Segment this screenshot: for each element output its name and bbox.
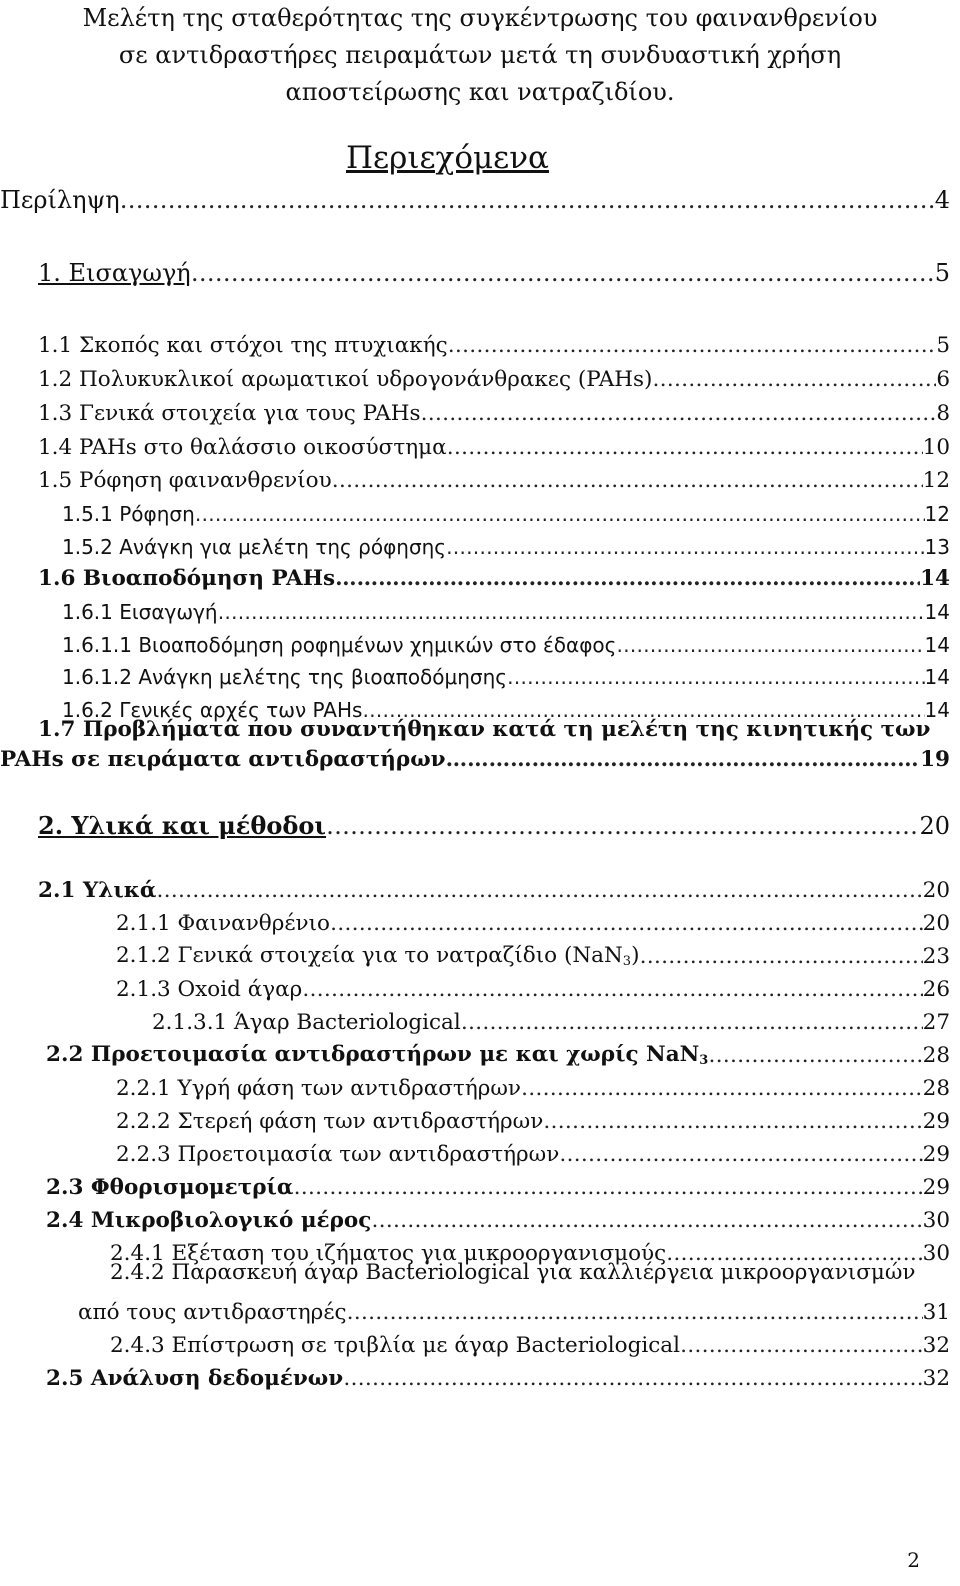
leader-dots <box>343 1366 922 1391</box>
toc-page: 14 <box>924 665 950 689</box>
toc-entry <box>38 808 950 840</box>
toc-label: 2.4 Μικροβιολογικό μέρος <box>46 1208 372 1233</box>
toc-page: 20 <box>919 812 950 840</box>
leader-dots <box>302 977 922 1002</box>
toc-page: 5 <box>936 333 950 358</box>
leader-dots <box>521 1076 923 1101</box>
toc-page: 32 <box>922 1333 950 1358</box>
leader-dots <box>559 1142 922 1167</box>
leader-dots <box>507 665 925 689</box>
toc-page: 4 <box>934 186 950 214</box>
toc-label: 2.2.2 Στερεή φάση των αντιδραστήρων <box>116 1109 544 1134</box>
toc-page: 29 <box>922 1142 950 1167</box>
toc-entry <box>38 559 950 591</box>
toc-label: 1.5.1 Ρόφηση <box>62 502 195 526</box>
toc-page: 20 <box>922 878 950 903</box>
toc-entry <box>62 527 950 559</box>
toc-entry <box>38 360 950 392</box>
toc-label: Περίληψη <box>0 186 120 214</box>
subscript: 3 <box>622 954 632 969</box>
title-line: αποστείρωσης και νατραζιδίου. <box>285 78 675 106</box>
leader-dots <box>332 468 923 493</box>
toc-page: 12 <box>922 468 950 493</box>
leader-dots <box>448 333 937 358</box>
leader-dots <box>461 1010 923 1035</box>
leader-dots <box>371 1208 922 1233</box>
toc-page: 6 <box>936 367 950 392</box>
toc-entry <box>116 1135 950 1167</box>
toc-entry <box>116 970 950 1002</box>
toc-entry <box>38 871 950 903</box>
title-line: Μελέτη της σταθερότητας της συγκέντρωσης του φαινανθρενίου <box>82 4 878 32</box>
toc-page: 30 <box>922 1208 950 1233</box>
toc-page: 10 <box>922 435 950 460</box>
toc-page: 20 <box>922 911 950 936</box>
leader-dots <box>543 1109 922 1134</box>
toc-page: 28 <box>922 1043 950 1068</box>
toc-label: 2.4.1 Εξέταση του ιζήματος για μικροοργανισμούς <box>110 1241 667 1266</box>
toc-entry <box>152 1003 950 1035</box>
toc-label: 1.3 Γενικά στοιχεία για τους PAHs <box>38 401 421 426</box>
toc-label: 2.2.3 Προετοιμασία των αντιδραστήρων <box>116 1142 560 1167</box>
toc-page: 26 <box>922 977 950 1002</box>
toc-page: 32 <box>922 1366 950 1391</box>
toc-label-text: 2.2 Προετοιμασία αντιδραστήρων με και χωρίς NaN <box>46 1042 700 1067</box>
toc-entry <box>38 461 950 493</box>
toc-label: από τους αντιδραστηρές <box>78 1300 347 1325</box>
toc-label: 2.1.3.1 Άγαρ Bacteriological <box>152 1010 461 1035</box>
toc-page: 28 <box>922 1076 950 1101</box>
toc-label: 1.6.2 Γενικές αρχές των PAHs <box>62 698 363 722</box>
page-number: 2 <box>907 1548 920 1572</box>
toc-label: 1.6.1 Εισαγωγή <box>62 600 218 624</box>
leader-dots <box>335 566 920 591</box>
toc-entry <box>116 937 950 969</box>
leader-dots <box>421 401 937 426</box>
toc-label: 2. Υλικά και μέθοδοι <box>38 811 327 840</box>
toc-page: 14 <box>920 566 950 591</box>
toc-entry <box>0 740 950 772</box>
toc-entry <box>46 1036 950 1068</box>
title-line: σε αντιδραστήρες πειραμάτων μετά τη συνδυαστική χρήση <box>118 41 842 69</box>
toc-page: 5 <box>934 259 950 287</box>
toc-entry <box>62 494 950 526</box>
toc-entry <box>62 625 950 657</box>
toc-entry <box>62 657 950 689</box>
leader-dots <box>120 186 935 214</box>
toc-entry-line1: 1.7 Προβλήματα που συναντήθηκαν κατά τη μελέτη της κινητικής των <box>38 717 931 742</box>
leader-dots <box>447 435 923 460</box>
toc-page: 12 <box>924 502 950 526</box>
toc-page: 29 <box>922 1109 950 1134</box>
toc-label: 1.6.1.1 Βιοαποδόμηση ροφημένων χημικών στο έδαφος <box>62 633 617 657</box>
toc-page: 31 <box>922 1300 950 1325</box>
toc-entry <box>110 1326 950 1358</box>
toc-label <box>46 1042 708 1068</box>
leader-dots <box>326 812 919 840</box>
leader-dots <box>347 1300 923 1325</box>
document-title <box>0 0 960 111</box>
toc-page: 23 <box>922 944 950 969</box>
toc-label: 1.4 PAHs στο θαλάσσιο οικοσύστημα <box>38 435 447 460</box>
toc-page: 19 <box>920 747 950 772</box>
leader-dots <box>330 911 923 936</box>
toc-label: 2.4.3 Επίστρωση σε τριβλία με άγαρ Bacteriological <box>110 1333 681 1358</box>
toc-label: 1.5 Ρόφηση φαινανθρενίου <box>38 468 332 493</box>
toc-label-end: ) <box>631 943 640 968</box>
toc-entry <box>116 904 950 936</box>
toc-entry <box>62 592 950 624</box>
leader-dots <box>195 502 925 526</box>
toc-entry <box>46 1201 950 1233</box>
toc-label: 2.2.1 Υγρή φάση των αντιδραστήρων <box>116 1076 521 1101</box>
subscript: 3 <box>699 1053 709 1068</box>
toc-entry <box>46 1359 950 1391</box>
toc-page: 14 <box>924 600 950 624</box>
leader-dots <box>708 1043 922 1068</box>
toc-entry <box>116 1069 950 1101</box>
leader-dots <box>639 944 922 969</box>
toc-entry <box>0 182 950 214</box>
toc-label: 1. Εισαγωγή <box>38 259 191 287</box>
toc-label: 2.1 Υλικά <box>38 878 157 903</box>
toc-label: 1.6 Βιοαποδόμηση PAHs <box>38 566 336 591</box>
toc-label: 1.1 Σκοπός και στόχοι της πτυχιακής <box>38 333 448 358</box>
toc-label: 1.5.2 Ανάγκη για μελέτη της ρόφησης <box>62 535 447 559</box>
leader-dots <box>446 535 925 559</box>
leader-dots <box>680 1333 923 1358</box>
toc-page: 30 <box>922 1241 950 1266</box>
toc-label-text: 2.1.2 Γενικά στοιχεία για το νατραζίδιο (NaN <box>116 943 623 968</box>
toc-page: 14 <box>924 633 950 657</box>
toc-page: 27 <box>922 1010 950 1035</box>
toc-page: 29 <box>922 1175 950 1200</box>
leader-dots <box>156 878 922 903</box>
toc-entry-line1: 2.4.2 Παρασκευή άγαρ Bacteriological για καλλιέργεια μικροοργανισμών <box>110 1260 916 1285</box>
toc-label: 1.6.1.2 Ανάγκη μελέτης της βιοαποδόμησης <box>62 665 508 689</box>
toc-label: 1.2 Πολυκυκλικοί αρωματικοί υδρογονάνθρακες (PAHs) <box>38 367 653 392</box>
toc-page: 13 <box>924 535 950 559</box>
toc-label <box>116 943 639 969</box>
toc-entry <box>116 1102 950 1134</box>
toc-page: 14 <box>924 698 950 722</box>
toc-label: 2.5 Ανάλυση δεδομένων <box>46 1366 344 1391</box>
toc-label: 2.1.1 Φαινανθρένιο <box>116 911 330 936</box>
toc-entry <box>46 1168 950 1200</box>
toc-entry <box>38 326 950 358</box>
leader-dots <box>616 633 924 657</box>
leader-dots <box>446 747 920 772</box>
toc-entry <box>78 1293 950 1325</box>
toc-entry <box>38 394 950 426</box>
toc-entry <box>38 428 950 460</box>
toc-page: 8 <box>936 401 950 426</box>
leader-dots <box>293 1175 922 1200</box>
toc-label: PAHs σε πειράματα αντιδραστήρων <box>0 747 446 772</box>
leader-dots <box>218 600 925 624</box>
leader-dots <box>191 259 935 287</box>
toc-entry <box>38 255 950 287</box>
leader-dots <box>652 367 936 392</box>
toc-label: 2.1.3 Oxoid άγαρ <box>116 977 303 1002</box>
toc-label: 2.3 Φθορισμομετρία <box>46 1175 294 1200</box>
toc-heading: Περιεχόμενα <box>346 140 549 176</box>
